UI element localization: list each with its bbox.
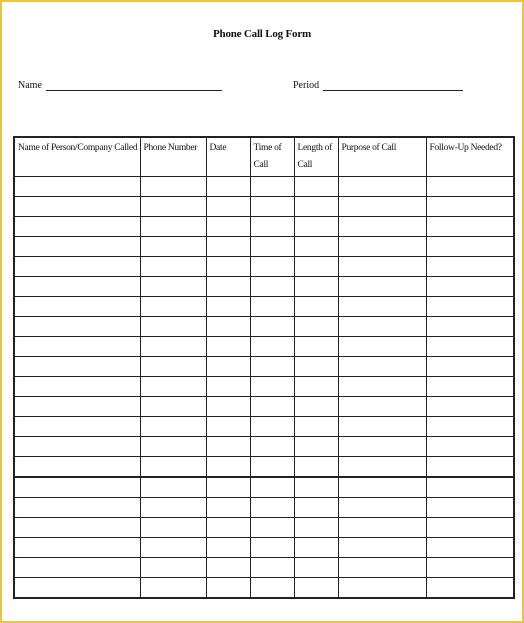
table-cell[interactable] bbox=[250, 297, 294, 317]
table-cell[interactable] bbox=[250, 197, 294, 217]
table-cell[interactable] bbox=[426, 538, 514, 558]
table-row bbox=[14, 518, 514, 538]
table-cell[interactable] bbox=[294, 538, 338, 558]
table-cell[interactable] bbox=[294, 578, 338, 599]
table-cell[interactable] bbox=[140, 538, 206, 558]
table-cell[interactable] bbox=[294, 477, 338, 498]
table-cell[interactable] bbox=[426, 477, 514, 498]
table-cell[interactable] bbox=[206, 177, 250, 197]
table-cell[interactable] bbox=[338, 177, 426, 197]
table-cell[interactable] bbox=[338, 277, 426, 297]
table-row bbox=[14, 578, 514, 599]
table-cell[interactable] bbox=[250, 177, 294, 197]
table-cell[interactable] bbox=[294, 257, 338, 277]
table-cell[interactable] bbox=[140, 377, 206, 397]
call-log-table bbox=[13, 136, 515, 599]
table-cell[interactable] bbox=[426, 177, 514, 197]
period-field bbox=[293, 80, 463, 91]
table-row bbox=[14, 417, 514, 437]
table-cell[interactable] bbox=[250, 558, 294, 578]
table-cell[interactable] bbox=[140, 558, 206, 578]
table-cell[interactable] bbox=[338, 257, 426, 277]
table-cell[interactable] bbox=[250, 457, 294, 478]
table-header-row bbox=[14, 137, 514, 177]
table-cell[interactable] bbox=[294, 297, 338, 317]
table-cell[interactable] bbox=[426, 337, 514, 357]
table-cell[interactable] bbox=[294, 417, 338, 437]
table-row bbox=[14, 237, 514, 257]
table-cell[interactable] bbox=[14, 357, 140, 377]
table-cell[interactable] bbox=[426, 257, 514, 277]
table-cell[interactable] bbox=[338, 357, 426, 377]
table-cell[interactable] bbox=[250, 337, 294, 357]
name-label: Name bbox=[18, 80, 42, 91]
table-cell[interactable] bbox=[250, 518, 294, 538]
col-header-time: Time of Call bbox=[250, 137, 294, 177]
table-cell[interactable] bbox=[140, 297, 206, 317]
col-header-purpose: Purpose of Call bbox=[338, 137, 426, 177]
table-cell[interactable] bbox=[140, 177, 206, 197]
table-cell[interactable] bbox=[14, 217, 140, 237]
table-cell[interactable] bbox=[294, 377, 338, 397]
table-cell[interactable] bbox=[206, 277, 250, 297]
table-cell[interactable] bbox=[250, 357, 294, 377]
table-cell[interactable] bbox=[14, 518, 140, 538]
table-cell[interactable] bbox=[14, 477, 140, 498]
table-cell[interactable] bbox=[14, 337, 140, 357]
table-cell[interactable] bbox=[426, 457, 514, 478]
table-cell[interactable] bbox=[14, 397, 140, 417]
table-row bbox=[14, 317, 514, 337]
table-cell[interactable] bbox=[140, 357, 206, 377]
table-cell[interactable] bbox=[206, 317, 250, 337]
col-header-phone: Phone Number bbox=[140, 137, 206, 177]
table-cell[interactable] bbox=[294, 337, 338, 357]
table-cell[interactable] bbox=[206, 217, 250, 237]
table-cell[interactable] bbox=[206, 377, 250, 397]
table-cell[interactable] bbox=[338, 197, 426, 217]
table-cell[interactable] bbox=[338, 297, 426, 317]
table-cell[interactable] bbox=[140, 457, 206, 478]
table-cell[interactable] bbox=[14, 417, 140, 437]
table-cell[interactable] bbox=[426, 217, 514, 237]
table-cell[interactable] bbox=[206, 197, 250, 217]
table-row bbox=[14, 277, 514, 297]
table-cell[interactable] bbox=[206, 257, 250, 277]
table-cell[interactable] bbox=[14, 317, 140, 337]
table-cell[interactable] bbox=[426, 558, 514, 578]
table-cell[interactable] bbox=[294, 317, 338, 337]
table-row bbox=[14, 558, 514, 578]
table-cell[interactable] bbox=[140, 477, 206, 498]
table-cell[interactable] bbox=[338, 217, 426, 237]
table-cell[interactable] bbox=[140, 237, 206, 257]
table-cell[interactable] bbox=[338, 377, 426, 397]
table-cell[interactable] bbox=[250, 437, 294, 457]
col-header-date: Date bbox=[206, 137, 250, 177]
name-field bbox=[18, 80, 222, 91]
table-cell[interactable] bbox=[14, 498, 140, 518]
table-row bbox=[14, 477, 514, 498]
table-cell[interactable] bbox=[294, 357, 338, 377]
table-cell[interactable] bbox=[14, 237, 140, 257]
table-cell[interactable] bbox=[250, 578, 294, 599]
period-blank-line[interactable] bbox=[323, 81, 463, 91]
table-row bbox=[14, 457, 514, 478]
table-cell[interactable] bbox=[426, 417, 514, 437]
table-row bbox=[14, 377, 514, 397]
table-cell[interactable] bbox=[338, 477, 426, 498]
table-cell[interactable] bbox=[294, 558, 338, 578]
table-cell[interactable] bbox=[206, 498, 250, 518]
table-row bbox=[14, 197, 514, 217]
table-cell[interactable] bbox=[250, 317, 294, 337]
table-cell[interactable] bbox=[206, 578, 250, 599]
table-cell[interactable] bbox=[206, 457, 250, 478]
table-cell[interactable] bbox=[426, 277, 514, 297]
form-title: Phone Call Log Form bbox=[213, 28, 311, 40]
table-cell[interactable] bbox=[14, 558, 140, 578]
table-cell[interactable] bbox=[140, 417, 206, 437]
table-cell[interactable] bbox=[14, 437, 140, 457]
table-cell[interactable] bbox=[140, 397, 206, 417]
table-cell[interactable] bbox=[14, 197, 140, 217]
table-cell[interactable] bbox=[250, 498, 294, 518]
table-cell[interactable] bbox=[426, 197, 514, 217]
period-label: Period bbox=[293, 80, 320, 91]
col-header-name: Name of Person/Company Called bbox=[14, 137, 140, 177]
table-cell[interactable] bbox=[250, 417, 294, 437]
table-row bbox=[14, 357, 514, 377]
table-cell[interactable] bbox=[426, 437, 514, 457]
table-cell[interactable] bbox=[294, 457, 338, 478]
table-cell[interactable] bbox=[338, 437, 426, 457]
table-cell[interactable] bbox=[14, 578, 140, 599]
table-cell[interactable] bbox=[250, 277, 294, 297]
table-cell[interactable] bbox=[206, 417, 250, 437]
table-cell[interactable] bbox=[294, 197, 338, 217]
table-cell[interactable] bbox=[140, 518, 206, 538]
table-cell[interactable] bbox=[426, 317, 514, 337]
table-row bbox=[14, 257, 514, 277]
table-cell[interactable] bbox=[426, 397, 514, 417]
table-cell[interactable] bbox=[338, 518, 426, 538]
table-cell[interactable] bbox=[206, 337, 250, 357]
table-cell[interactable] bbox=[14, 538, 140, 558]
col-header-follow-up: Follow-Up Needed? bbox=[426, 137, 514, 177]
table-cell[interactable] bbox=[14, 257, 140, 277]
table-row bbox=[14, 397, 514, 417]
table-cell[interactable] bbox=[250, 237, 294, 257]
table-cell[interactable] bbox=[14, 377, 140, 397]
table-cell[interactable] bbox=[250, 257, 294, 277]
table-cell[interactable] bbox=[426, 357, 514, 377]
table-cell[interactable] bbox=[338, 417, 426, 437]
table-cell[interactable] bbox=[426, 377, 514, 397]
table-cell[interactable] bbox=[338, 317, 426, 337]
table-cell[interactable] bbox=[250, 538, 294, 558]
table-cell[interactable] bbox=[294, 217, 338, 237]
table-cell[interactable] bbox=[140, 277, 206, 297]
table-cell[interactable] bbox=[294, 518, 338, 538]
table-cell[interactable] bbox=[338, 397, 426, 417]
table-cell[interactable] bbox=[426, 237, 514, 257]
table-cell[interactable] bbox=[250, 477, 294, 498]
table-cell[interactable] bbox=[338, 457, 426, 478]
table-cell[interactable] bbox=[338, 337, 426, 357]
table-cell[interactable] bbox=[426, 578, 514, 599]
table-cell[interactable] bbox=[140, 437, 206, 457]
table-row bbox=[14, 437, 514, 457]
table-cell[interactable] bbox=[140, 498, 206, 518]
table-cell[interactable] bbox=[14, 297, 140, 317]
table-row bbox=[14, 498, 514, 518]
table-cell[interactable] bbox=[338, 538, 426, 558]
table-cell[interactable] bbox=[426, 518, 514, 538]
table-cell[interactable] bbox=[206, 538, 250, 558]
table-body bbox=[14, 177, 514, 599]
table-cell[interactable] bbox=[140, 337, 206, 357]
table-cell[interactable] bbox=[338, 237, 426, 257]
table-cell[interactable] bbox=[294, 397, 338, 417]
table-cell[interactable] bbox=[250, 377, 294, 397]
table-cell[interactable] bbox=[140, 257, 206, 277]
name-blank-line[interactable] bbox=[46, 81, 222, 91]
table-cell[interactable] bbox=[206, 297, 250, 317]
table-cell[interactable] bbox=[206, 477, 250, 498]
table-cell[interactable] bbox=[206, 518, 250, 538]
table-cell[interactable] bbox=[294, 498, 338, 518]
table-cell[interactable] bbox=[140, 197, 206, 217]
table-cell[interactable] bbox=[294, 277, 338, 297]
table-row bbox=[14, 337, 514, 357]
table-cell[interactable] bbox=[140, 317, 206, 337]
table-cell[interactable] bbox=[206, 437, 250, 457]
table-cell[interactable] bbox=[14, 277, 140, 297]
table-cell[interactable] bbox=[206, 357, 250, 377]
table-cell[interactable] bbox=[206, 558, 250, 578]
table-cell[interactable] bbox=[338, 498, 426, 518]
table-row bbox=[14, 297, 514, 317]
table-cell[interactable] bbox=[294, 237, 338, 257]
table-cell[interactable] bbox=[206, 397, 250, 417]
table-cell[interactable] bbox=[14, 177, 140, 197]
table-cell[interactable] bbox=[140, 578, 206, 599]
table-cell[interactable] bbox=[250, 397, 294, 417]
table-cell[interactable] bbox=[426, 297, 514, 317]
table-row bbox=[14, 538, 514, 558]
table-cell[interactable] bbox=[338, 578, 426, 599]
table-row bbox=[14, 177, 514, 197]
table-cell[interactable] bbox=[14, 457, 140, 478]
table-cell[interactable] bbox=[294, 437, 338, 457]
table-cell[interactable] bbox=[426, 498, 514, 518]
table-cell[interactable] bbox=[250, 217, 294, 237]
col-header-length: Length of Call bbox=[294, 137, 338, 177]
table-row bbox=[14, 217, 514, 237]
table-cell[interactable] bbox=[140, 217, 206, 237]
table-cell[interactable] bbox=[338, 558, 426, 578]
table-cell[interactable] bbox=[206, 237, 250, 257]
table-cell[interactable] bbox=[294, 177, 338, 197]
